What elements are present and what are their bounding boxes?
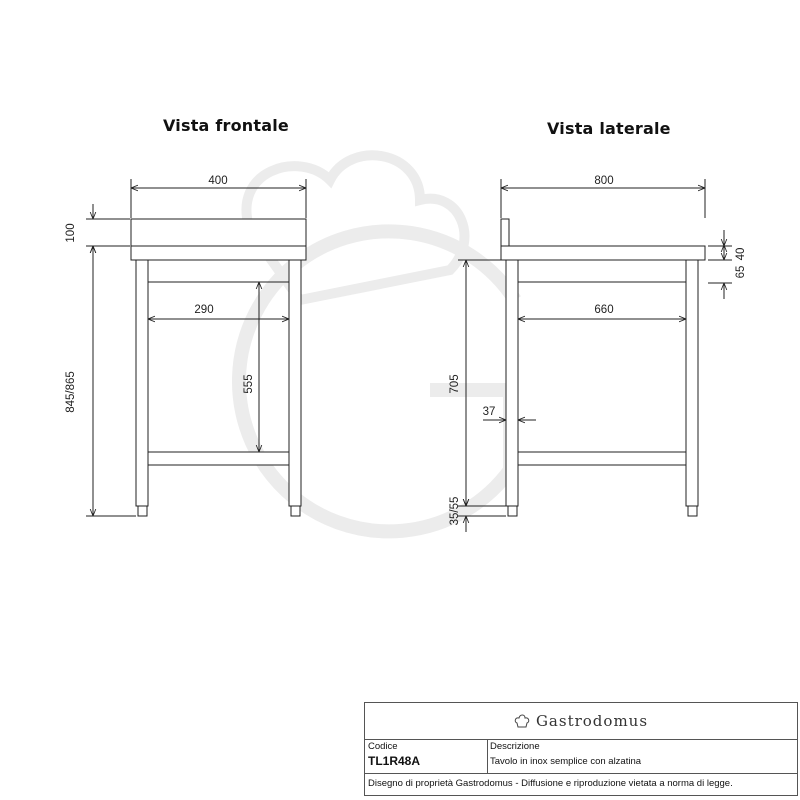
copyright-footer: Disegno di proprietà Gastrodomus - Diffusione e riproduzione vietata a norma di legge. <box>368 778 733 789</box>
code-cell <box>365 739 488 773</box>
front-top-height-label: 100 <box>65 223 77 243</box>
brand-name: Gastrodomus <box>535 712 649 730</box>
side-depth-label: 800 <box>594 175 614 187</box>
watermark-icon <box>239 155 515 531</box>
title-block <box>364 702 798 796</box>
side-top-thickness-label: 65 <box>735 265 747 279</box>
description-cell <box>487 739 797 773</box>
front-width-label: 400 <box>208 175 228 187</box>
side-inner-depth-label: 660 <box>594 304 614 316</box>
side-view-table <box>501 219 705 516</box>
code-value: TL1R48A <box>368 754 421 768</box>
code-label: Codice <box>368 741 398 752</box>
chef-hat-logo-icon <box>514 714 530 728</box>
front-inner-height-label: 555 <box>243 374 255 394</box>
side-leg-height-label: 705 <box>449 374 461 394</box>
front-total-height-label: 845/865 <box>65 371 77 413</box>
side-upstand-label: 40 <box>735 247 747 261</box>
side-view-title: Vista laterale <box>547 119 671 138</box>
side-foot-range-label: 35/55 <box>449 496 461 526</box>
brand-logo <box>365 703 797 740</box>
front-inner-width-label: 290 <box>194 304 214 316</box>
title-block-row <box>365 739 797 774</box>
front-view-title: Vista frontale <box>163 116 289 135</box>
description-label: Descrizione <box>490 741 540 752</box>
description-value: Tavolo in inox semplice con alzatina <box>490 756 642 767</box>
side-leg-size-label: 37 <box>482 406 496 418</box>
